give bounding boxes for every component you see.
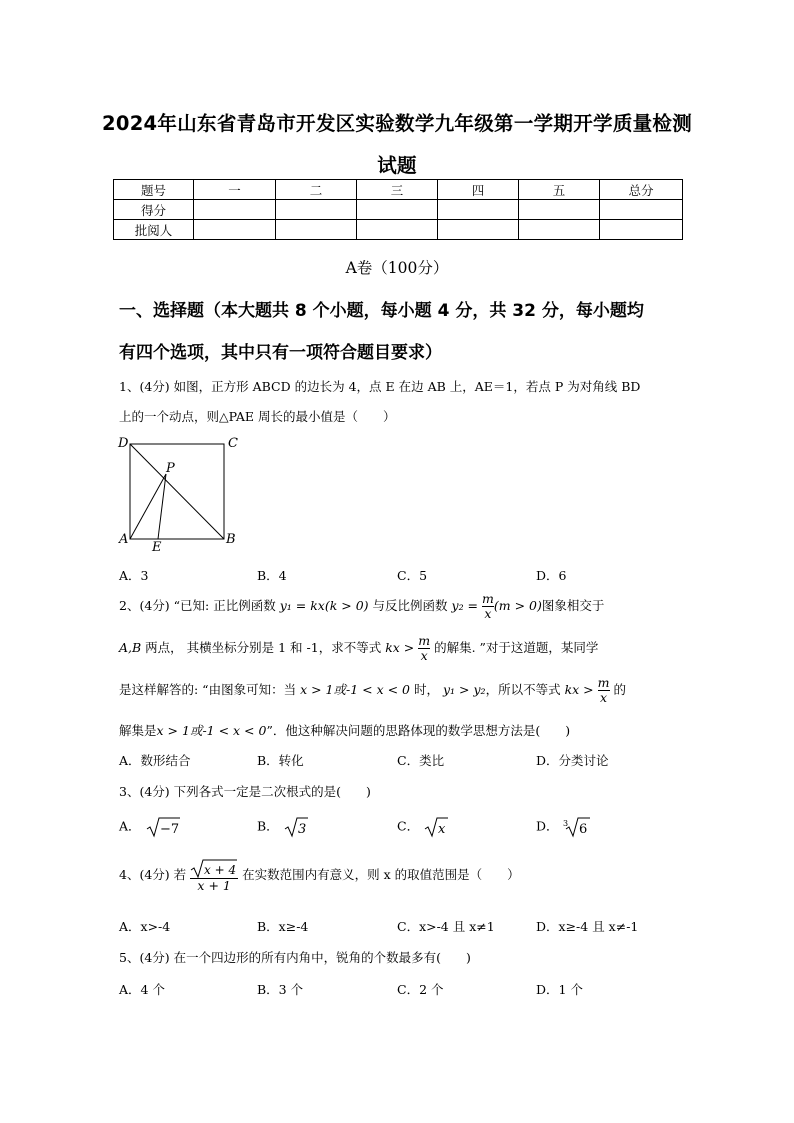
score-table	[113, 179, 683, 240]
q2-option-d[interactable]: D．分类讨论	[536, 753, 609, 768]
question-1-line2: 上的一个动点，则△PAE 周长的最小值是（ ）	[119, 409, 396, 424]
question-text: 两点， 其横坐标分别是 1 和 -1，求不等式	[145, 639, 382, 655]
formula: A,B	[119, 639, 142, 655]
table-cell: 五	[519, 180, 600, 200]
table-row	[114, 200, 683, 220]
score-table-header	[114, 180, 683, 200]
sqrt-x	[423, 816, 449, 838]
numerator	[190, 858, 238, 878]
table-cell	[438, 220, 519, 240]
table-cell: 得分	[114, 200, 194, 220]
q3-option-a[interactable]	[119, 816, 181, 838]
doc-title-line2: 试题	[377, 154, 417, 177]
formula: x > 1或-1 < x < 0	[156, 723, 267, 738]
question-2-line1	[119, 592, 604, 621]
table-cell	[600, 200, 683, 220]
question-2-line2	[119, 634, 598, 663]
segment-ap	[130, 474, 166, 539]
option-label: A．	[119, 818, 141, 834]
question-text: 是这样解答的: “由图象可知：当	[119, 681, 297, 697]
segment-ep	[158, 474, 166, 539]
table-cell: 题号	[114, 180, 194, 200]
formula: kx >	[385, 639, 415, 655]
option-label: D．	[536, 818, 559, 834]
radicand: 3	[297, 822, 306, 837]
formula: y₁ = kx(k > 0)	[279, 597, 369, 613]
sqrt-neg7	[145, 816, 181, 838]
question-number: 2、(4分)	[119, 597, 174, 613]
diagonal-bd	[130, 444, 224, 539]
label-d: D	[118, 436, 129, 451]
numerator: m	[597, 675, 610, 690]
question-3	[119, 782, 371, 800]
denominator: x + 1	[190, 878, 238, 893]
sqrt-x-plus-4	[190, 858, 238, 878]
q1-option-d[interactable]: D．6	[536, 568, 567, 583]
q2-option-a[interactable]: A．数形结合	[119, 753, 191, 768]
question-text: “已知: 正比例函数	[173, 597, 276, 613]
table-cell	[194, 200, 276, 220]
label-a: A	[119, 532, 129, 547]
question-text: 的解集. ”对于这道题，某同学	[434, 639, 599, 655]
table-cell	[519, 220, 600, 240]
square-figure	[114, 432, 244, 554]
q4-option-d[interactable]: D．x≥-4 且 x≠-1	[536, 919, 639, 934]
fraction	[598, 676, 610, 705]
q5-option-b[interactable]: B．3 个	[257, 982, 304, 997]
label-b: B	[226, 532, 236, 547]
table-cell: 四	[438, 180, 519, 200]
table-cell	[357, 220, 438, 240]
table-cell	[357, 200, 438, 220]
formula: y₁ > y₂	[443, 681, 486, 697]
q3-option-d[interactable]	[536, 816, 591, 838]
cbrt-6	[563, 816, 591, 838]
question-text: 与反比例函数	[372, 597, 448, 613]
question-2-line4	[119, 721, 570, 739]
fraction	[418, 634, 430, 663]
q4-option-b[interactable]: B．x≥-4	[257, 919, 309, 934]
radicand: −7	[159, 822, 179, 837]
fraction	[482, 592, 494, 621]
question-text: 图象相交于	[541, 597, 605, 613]
question-text: 在实数范围内有意义，则 x 的取值范围是（ ）	[242, 866, 520, 882]
table-cell: 总分	[600, 180, 683, 200]
numerator: m	[482, 591, 494, 606]
q5-option-a[interactable]: A．4 个	[119, 982, 165, 997]
q4-option-a[interactable]: A．x>-4	[119, 919, 171, 934]
table-cell	[438, 200, 519, 220]
q4-option-c[interactable]: C．x>-4 且 x≠1	[397, 919, 495, 934]
question-number: 4、(4分)	[119, 866, 174, 882]
root-index: 3	[562, 819, 568, 828]
q5-option-d[interactable]: D．1 个	[536, 982, 583, 997]
question-5	[119, 948, 471, 966]
question-text: 的	[613, 681, 626, 697]
denominator: x	[482, 606, 494, 621]
formula: kx >	[564, 681, 594, 697]
question-1-line1	[119, 377, 640, 395]
table-row	[114, 220, 683, 240]
question-2-line3	[119, 676, 626, 705]
q2-option-b[interactable]: B．转化	[257, 753, 304, 768]
question-text: ，所以不等式	[485, 681, 561, 697]
table-cell	[194, 220, 276, 240]
question-number: 1、(4分)	[119, 379, 174, 394]
numerator: m	[418, 633, 431, 648]
section-heading-line1: 一、选择题（本大题共 8 个小题，每小题 4 分，共 32 分，每小题均	[119, 301, 644, 321]
formula: x > 1或-1 < x < 0	[300, 681, 411, 697]
sqrt-3	[283, 816, 309, 838]
question-text: 在一个四边形的所有内角中，锐角的个数最多有( )	[173, 950, 471, 965]
option-label: C．	[397, 818, 420, 834]
question-text: 解集是	[119, 723, 157, 738]
radicand: x + 4	[204, 863, 237, 877]
denominator: x	[598, 690, 610, 705]
table-cell: 三	[357, 180, 438, 200]
formula: (m > 0)	[493, 597, 542, 613]
question-text: 如图，正方形 ABCD 的边长为 4，点 E 在边 AB 上，AE＝1，若点 P 为对角线 BD	[173, 379, 641, 394]
table-cell: 一	[194, 180, 276, 200]
table-cell	[519, 200, 600, 220]
fraction	[190, 858, 238, 893]
radicand: x	[438, 822, 446, 837]
formula: y₂ =	[451, 597, 479, 613]
table-cell: 批阅人	[114, 220, 194, 240]
denominator: x	[418, 648, 430, 663]
q3-option-c[interactable]	[397, 816, 449, 838]
table-cell: 二	[276, 180, 357, 200]
question-text: 下列各式一定是二次根式的是( )	[173, 784, 371, 799]
question-text: 若	[173, 866, 187, 882]
radicand: 6	[578, 822, 587, 837]
q1-option-b[interactable]: B．4	[257, 568, 287, 583]
label-p: P	[166, 461, 175, 476]
doc-title-line1: 2024年山东省青岛市开发区实验数学九年级第一学期开学质量检测	[101, 112, 693, 135]
label-e: E	[152, 540, 162, 554]
table-cell	[276, 220, 357, 240]
section-heading-line2: 有四个选项，其中只有一项符合题目要求）	[119, 343, 442, 363]
question-text: 时，	[414, 681, 440, 697]
q1-option-c[interactable]: C．5	[397, 568, 428, 583]
question-text: ”．他这种解决问题的思路体现的数学思想方法是( )	[266, 723, 571, 738]
question-number: 3、(4分)	[119, 784, 174, 799]
q3-option-b[interactable]	[257, 816, 309, 838]
volume-heading: A卷（100分）	[345, 259, 449, 277]
table-cell	[600, 220, 683, 240]
question-number: 5、(4分)	[119, 950, 174, 965]
table-cell	[276, 200, 357, 220]
label-c: C	[228, 436, 238, 451]
question-4	[119, 858, 520, 893]
q5-option-c[interactable]: C．2 个	[397, 982, 444, 997]
option-label: B．	[257, 818, 279, 834]
q1-option-a[interactable]: A．3	[119, 568, 149, 583]
q2-option-c[interactable]: C．类比	[397, 753, 445, 768]
